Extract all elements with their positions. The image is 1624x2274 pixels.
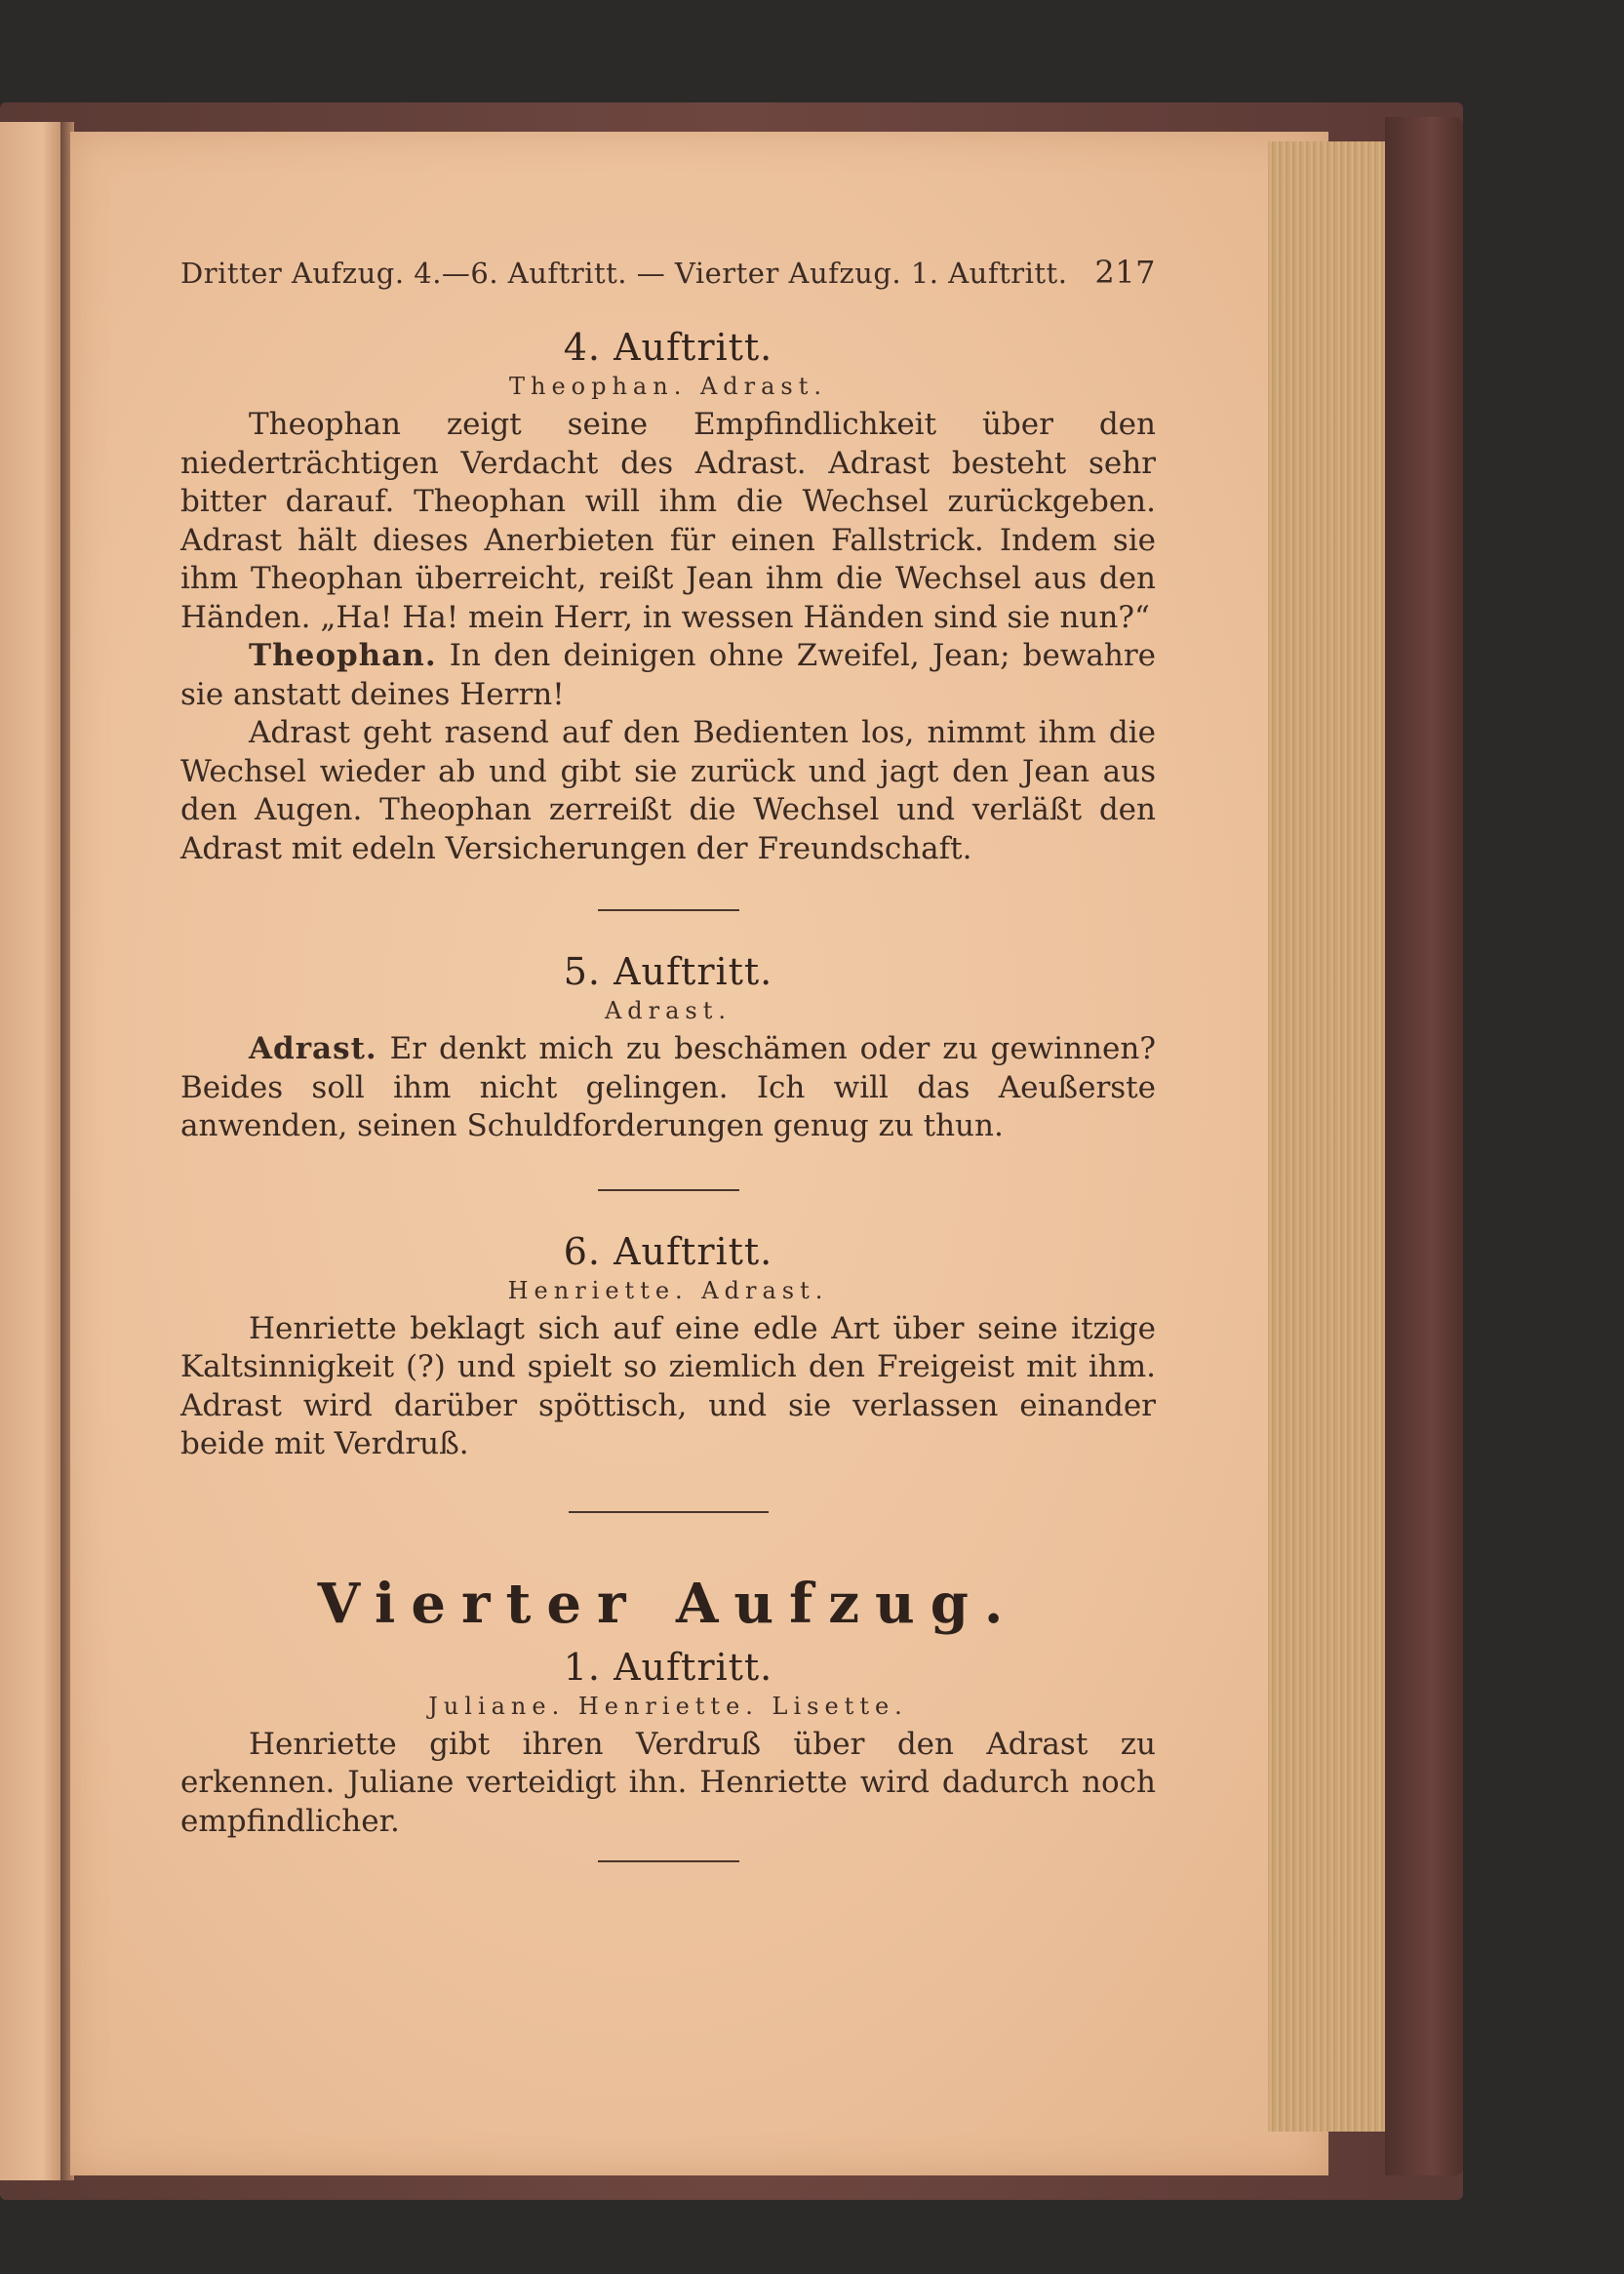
speaker-adrast: Adrast. [249, 1031, 377, 1066]
section-divider [598, 1860, 739, 1862]
scene-5-heading: 5. Auftritt. [563, 950, 773, 993]
scene-6-heading: 6. Auftritt. [563, 1229, 773, 1273]
scene-4-paragraph-1: Theophan zeigt seine Empfindlichkeit über den niederträchtigen Verdacht des Adrast. Adrast besteht sehr bitter darauf. Theophan will ihm die Wechsel zurückgeben. Adrast hält dieses Anerbieten für einen Fallstrick. Indem sie ihm Theophan überreicht, reißt Jean ihm die Wechsel aus den Händen. „Ha! Ha! mein Herr, in wessen Händen sind sie nun?“ [180, 407, 1156, 635]
act-4-scene-1-paragraph-1: Henriette gibt ihren Verdruß über den Adrast zu erkennen. Juliane verteidigt ihn. Henriette wird dadurch noch empfindlicher. [180, 1726, 1156, 1839]
scene-4-paragraph-3: Adrast geht rasend auf den Bedienten los, nimmt ihm die Wechsel wieder ab und gibt sie zurück und jagt den Jean aus den Augen. Theophan zerreißt die Wechsel und verläßt den Adrast mit edeln Versicherungen der Freundschaft. [180, 715, 1156, 866]
page-block-edges [1268, 141, 1389, 2132]
scene-4-paragraph-2 [180, 637, 1156, 714]
page-text [180, 254, 1156, 1862]
act-4-scene-1-cast: Juliane. Henriette. Lisette. [428, 1692, 908, 1720]
scene-5-paragraph-1 [180, 1030, 1156, 1146]
scene-4-heading: 4. Auftritt. [563, 326, 773, 369]
speaker-theophan: Theophan. [249, 638, 437, 673]
scene-4-cast: Theophan. Adrast. [508, 373, 828, 400]
scene-4-speech: In den deinigen ohne Zweifel, Jean; bewahre sie anstatt deines Herrn! [180, 638, 1156, 712]
scene-5-speech: Er denkt mich zu beschämen oder zu gewinnen? Beides soll ihm nicht gelingen. Ich will das Aeußerste anwenden, seinen Schuldforderungen genug zu thun. [180, 1031, 1156, 1143]
act-4-title: Vierter Aufzug. [317, 1571, 1019, 1636]
running-head-title: Dritter Aufzug. 4.—6. Auftritt. — Vierter Aufzug. 1. Auftritt. [180, 257, 1068, 290]
scene-5-cast: Adrast. [604, 997, 733, 1024]
scene-6-cast: Henriette. Adrast. [507, 1276, 829, 1304]
book-binding [1385, 117, 1463, 2175]
page-number: 217 [1094, 254, 1156, 291]
act-4-scene-1-heading: 1. Auftritt. [563, 1645, 773, 1689]
scene-6-paragraph-1: Henriette beklagt sich auf eine edle Art über seine itzige Kaltsinnigkeit (?) und spielt so ziemlich den Freigeist mit ihm. Adrast wird darüber spöttisch, und sie verlassen einander beide mit Verdruß. [180, 1310, 1156, 1461]
previous-page-edge [0, 122, 63, 2180]
running-head [180, 254, 1156, 291]
